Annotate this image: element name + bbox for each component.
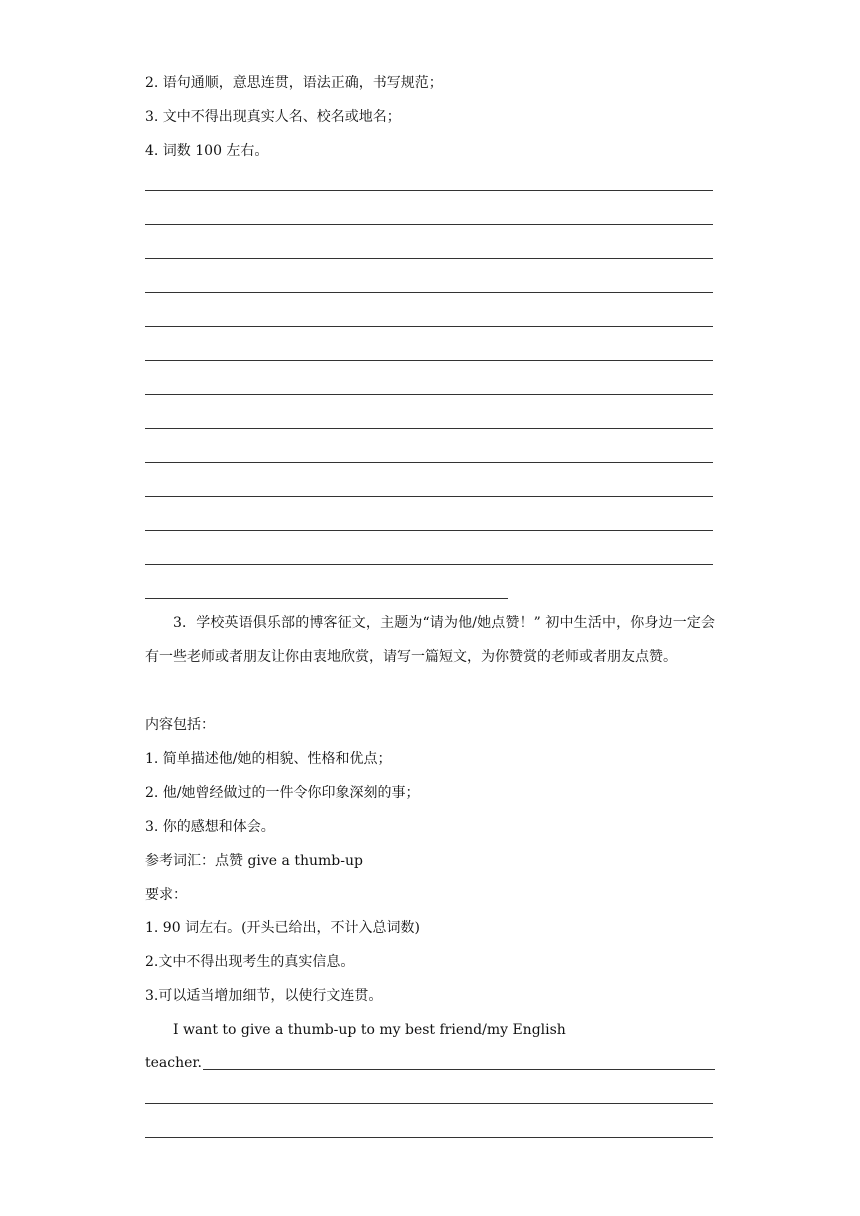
question-3-prompt-text: 3．学校英语俱乐部的博客征文，主题为“请为他/她点赞！” 初中生活中，你身边一定会有一些老师或者朋友让你由衷地欣赏，请写一篇短文，为你赞赏的老师或者朋友点赞。 [145,615,715,665]
writing-line[interactable] [145,530,713,531]
writing-line-last[interactable] [145,598,508,599]
writing-line[interactable] [145,326,713,327]
writing-line[interactable] [203,1053,715,1070]
requirement-item: 1. 90 词左右。(开头已给出，不计入总词数) [145,920,420,936]
requirement-item-3: 3. 文中不得出现真实人名、校名或地名； [145,109,401,125]
writing-line[interactable] [145,360,713,361]
content-item: 3. 你的感想和体会。 [145,819,275,835]
essay-first-writing-row[interactable] [145,1053,715,1073]
writing-line[interactable] [145,1103,713,1104]
writing-line[interactable] [145,292,713,293]
writing-line[interactable] [145,190,713,191]
writing-line[interactable] [145,394,713,395]
essay-opening-continued: teacher. [145,1055,203,1071]
question-3-prompt [145,606,715,674]
content-item: 1. 简单描述他/她的相貌、性格和优点； [145,751,392,767]
writing-line[interactable] [145,1137,713,1138]
writing-line[interactable] [145,496,713,497]
writing-line[interactable] [145,224,713,225]
requirements-heading: 要求： [145,887,187,903]
writing-line[interactable] [145,564,713,565]
writing-line[interactable] [145,462,713,463]
requirement-item: 2.文中不得出现考生的真实信息。 [145,954,355,970]
requirement-item-2: 2. 语句通顺，意思连贯，语法正确，书写规范； [145,75,443,91]
writing-line[interactable] [145,428,713,429]
writing-line[interactable] [145,258,713,259]
essay-opening-line: I want to give a thumb-up to my best friend/my English [173,1022,566,1038]
requirement-item: 3.可以适当增加细节，以使行文连贯。 [145,988,383,1004]
requirement-item-4: 4. 词数 100 左右。 [145,143,269,159]
content-item: 2. 他/她曾经做过的一件令你印象深刻的事； [145,785,420,801]
content-heading: 内容包括： [145,717,215,733]
vocabulary-hint: 参考词汇：点赞 give a thumb-up [145,853,363,869]
